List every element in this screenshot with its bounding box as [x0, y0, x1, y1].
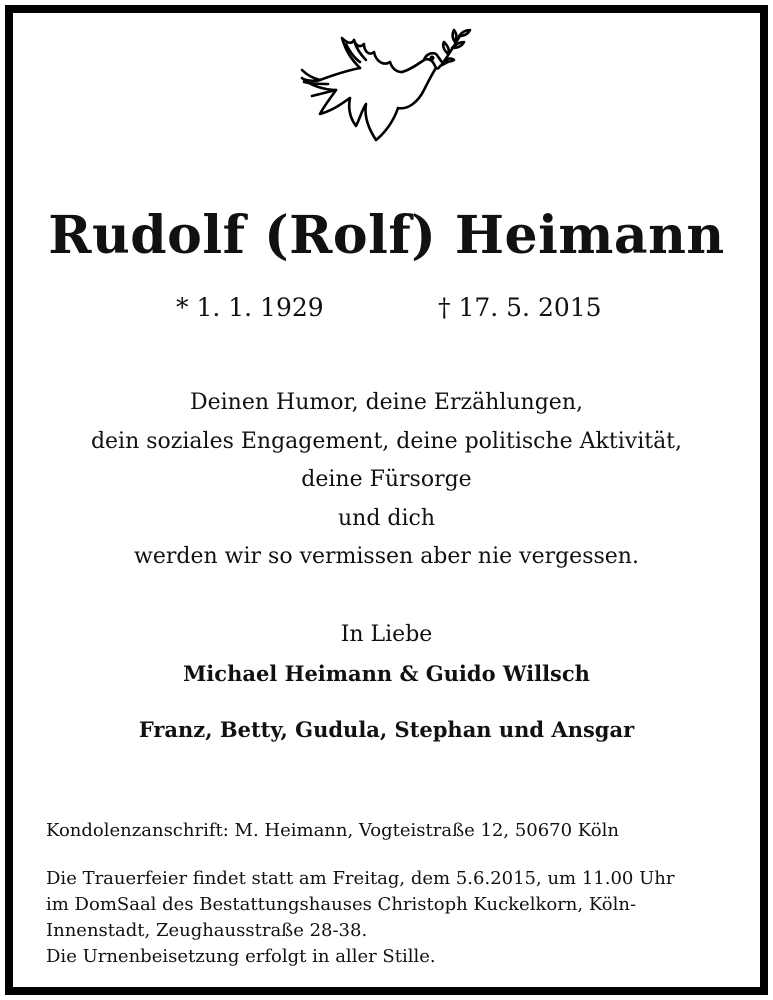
memorial-verse	[0, 384, 773, 577]
verse-line: und dich	[337, 505, 436, 531]
funeral-line: Die Trauerfeier findet statt am Freitag, dem 5.6.2015, um 11.00 Uhr	[46, 868, 675, 889]
funeral-line: Innenstadt, Zeughausstraße 28-38.	[46, 920, 368, 941]
verse-line: dein soziales Engagement, deine politische Aktivität,	[90, 428, 683, 454]
birth-date: * 1. 1. 1929	[176, 293, 324, 322]
condolence-address: Kondolenzanschrift: M. Heimann, Vogteistraße 12, 50670 Köln	[46, 820, 619, 841]
mourner-line: Michael Heimann & Guido Willsch	[183, 661, 590, 686]
in-love-heading: In Liebe	[340, 622, 433, 647]
funeral-details	[46, 866, 734, 970]
verse-line: werden wir so vermissen aber nie vergessen.	[134, 544, 639, 569]
dove-icon	[290, 22, 480, 152]
verse-line: Deinen Humor, deine Erzählungen,	[189, 390, 583, 415]
verse-line: deine Fürsorge	[301, 467, 472, 492]
mourner-line: Franz, Betty, Gudula, Stephan und Ansgar	[138, 717, 635, 742]
funeral-line: im DomSaal des Bestattungshauses Christoph Kuckelkorn, Köln-	[46, 894, 637, 915]
funeral-line: Die Urnenbeisetzung erfolgt in aller Stille.	[46, 946, 436, 967]
death-date: † 17. 5. 2015	[438, 293, 602, 322]
deceased-name: Rudolf (Rolf) Heimann	[48, 205, 725, 266]
